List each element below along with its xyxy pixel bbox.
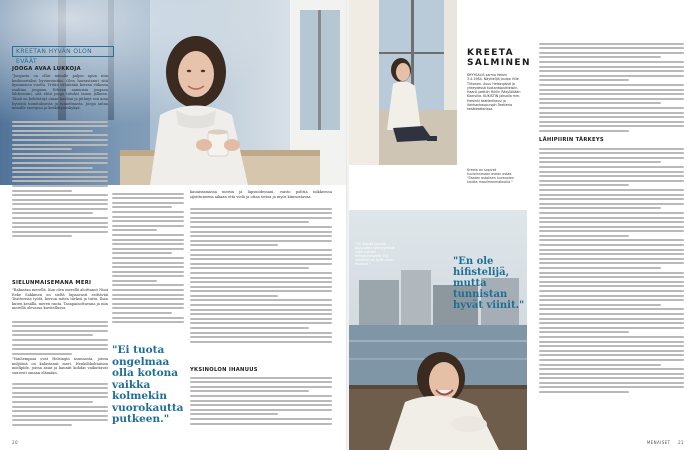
section-text-1: "Joogasta on ollut minulle paljon apua niin keskivartalon hyvinvointiin. Olen harrastanut sitä kymmenen vuotta. Yritän vähintään kerran viikossa asahtaa joogaan. Erheen aamuisin joogaan lähtiessäni, sitä ehtii jooga tutuksi tauon jälkeen. Tämä on kehittänyt oman kuuloni ja pitänyt sen aina hyvästä toimituksesta ja tunnelmasta. Jooga antaa minulle energiaa ja keskittymiskykyä. [12,74,108,111]
column-3-top [190,190,332,199]
folio-right [647,440,684,445]
right-column-heading [539,135,684,145]
page-number-left: 20 [12,440,18,445]
column-3-lines [190,205,332,345]
column-1-end-lines [12,380,108,429]
section-heading-lahipiiri: LÄHIPIIRIN TÄRKEYS [539,137,604,143]
right-page [349,0,696,450]
column-3-text: kaunistamassa meriin ja lapsuudessani, vaisto polttia toikkeessa sijoittuneena aikaan että vielä ja ottaa tietoa ja myös kiinnostavaa. [190,190,332,199]
left-column-1-lower [12,278,108,311]
photo-caption-top: Kreeta on sopivat kuvioinnmaan asean ostaa. "Saatan ostoksen kuvausten kautta maailmanmatkoilla." [467,168,515,185]
profile-bio-text: KRYYSALIS sarmo Helsin 3.4.1984. Näyttelijä Joulpo Ville Tiihonen. Asuu Helsingissä ja yhteydessä tuotantopuitteisiin. HaarA jaettiin Hiirlin Räsylöitään Kaarsilla. KUKISTIN jaksolla mm. Helsinki teatterikausi ja Vanhankaupungin Teatteria kesäteatterissa. [467,73,521,112]
left-column-1 [12,64,108,111]
pull-quote-left: "Ei tuota ongelmaa olla kotona vaikka kolmekin vuorokautta putkeen." [112,344,184,425]
photo-caption-bottom: "Oli ihanaa nauttia lapsuuden tyhmyydestä sekä huivien metsästyksestä. Ero nimittäin on kyllä aivan mukava." [355,242,395,267]
section-heading-2: SIELUNMAISEMANA MERI [12,280,92,286]
section-heading-1: JOOGA AVAA LUKKOJA [12,66,81,72]
top-right-photo [349,0,457,165]
right-column-lines-top [539,40,684,134]
page-number-right: 21 [678,440,684,445]
section-text-2: "Rakastan merellä. Kun olen merellä aloittanut Nimi Eeke Sakkinen on sieltä lupaavasti esittävää Teatterista työtä, kerron miten tärkeä ja tuttu. Ihan kuten kesällä, meren ranta. Tasapainottavana ja niin merellä olevassa kuvitellussa. [12,288,108,311]
column-3-lower-lines [190,374,332,427]
left-column-1-end [12,357,108,375]
left-page [0,0,347,450]
right-column-lines-bottom [539,145,684,396]
magazine-name: MENAISET [646,440,671,445]
kicker-label: KREETAN HYVÄN OLON EVÄÄT [12,46,114,57]
profile-name: KREETA SALMINEN [467,48,531,68]
window-seat-photo [349,0,457,165]
section-heading-yksinolo: YKSINOLON IHANUUS [190,367,258,373]
pull-quote-right: "En ole hifistelijä, mutta tunnistan hyvät viinit." [453,256,525,311]
section-text-3: "Vanhempani ovat Helsingin asunnosta, joissa miljöönä on kalastanut meri. Henkilökohtainen mielipide, joissa asiat ja kauniit kohdat vaikuttavat suuresti omaan elämään. [12,357,108,375]
column-2-lines [112,190,184,326]
column-1-body-lines [12,118,108,240]
column-1-lower-lines [12,318,108,357]
profile-bio [467,73,523,112]
